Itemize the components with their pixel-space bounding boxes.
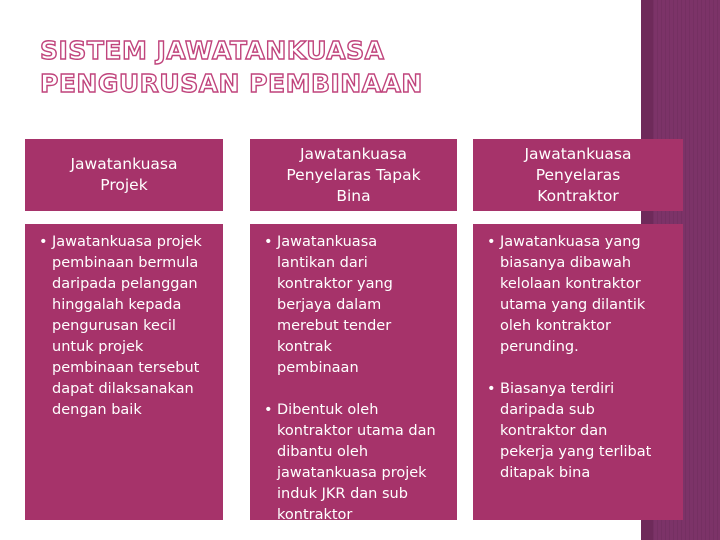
bullet-list [35, 232, 213, 421]
column-header-label: Jawatankuasa Projek [70, 155, 178, 194]
column-body-penyelaras-tapak-bina [250, 224, 457, 523]
column-body-penyelaras-kontraktor [473, 224, 683, 520]
column-header-penyelaras-tapak-bina [250, 139, 457, 211]
bullet-list [260, 232, 447, 526]
bullet-item: • Jawatankuasa lantikan dari kontraktor yang berjaya dalam merebut tender kontrak pembinaan [260, 232, 447, 379]
bullet-item: • Jawatankuasa yang biasanya dibawah kelolaan kontraktor utama yang dilantik oleh kontraktor perunding. [483, 232, 673, 358]
column-header-projek [25, 139, 223, 211]
slide-title-line-1: SISTEM JAWATANKUASA [40, 36, 385, 65]
slide-title-line-2: PENGURUSAN PEMBINAAN [40, 69, 423, 98]
bullet-item: • Biasanya terdiri daripada sub kontraktor dan pekerja yang terlibat ditapak bina [483, 379, 673, 484]
column-header-penyelaras-kontraktor [473, 139, 683, 211]
column-body-projek [25, 224, 223, 520]
bullet-item: • Jawatankuasa projek pembinaan bermula daripada pelanggan hinggalah kepada pengurusan kecil untuk projek pembinaan tersebut dapat dilaksanakan dengan baik [35, 232, 213, 421]
bullet-item: • Dibentuk oleh kontraktor utama dan dibantu oleh jawatankuasa projek induk JKR dan sub kontraktor [260, 400, 447, 526]
slide-title [40, 34, 600, 100]
column-header-label: Jawatankuasa Penyelaras Kontraktor [524, 144, 632, 205]
column-header-label: Jawatankuasa Penyelaras Tapak Bina [286, 144, 421, 205]
bullet-list [483, 232, 673, 484]
